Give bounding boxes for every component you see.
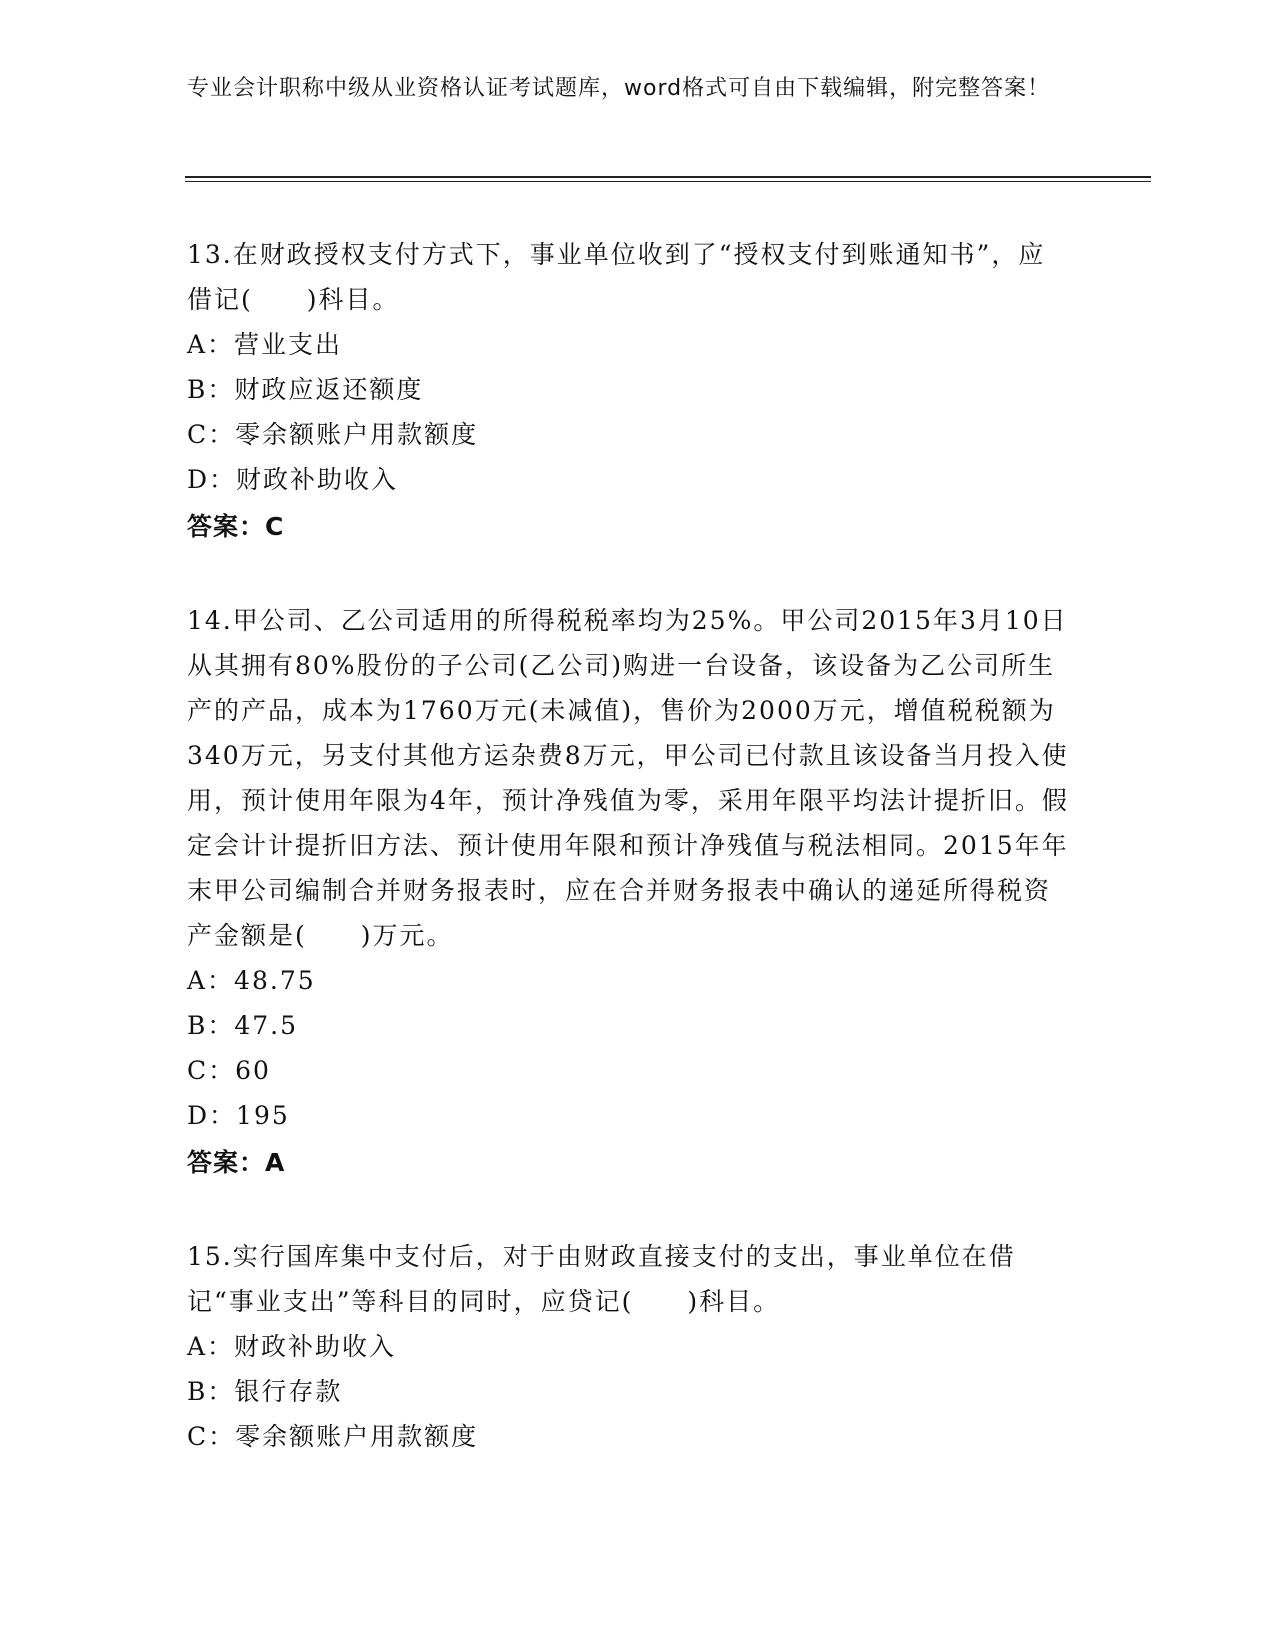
option-d: D：195 [187,1101,290,1130]
question-14 [187,598,1072,1185]
option-b: B：47.5 [187,1011,299,1040]
option-a: A：营业支出 [187,330,343,359]
header-divider-thick [185,176,1151,178]
option-a: A：财政补助收入 [187,1332,397,1361]
header-divider-thin [185,181,1151,182]
question-stem: 14.甲公司、乙公司适用的所得税税率均为25%。甲公司2015年3月10日从其拥有80%股份的子公司(乙公司)购进一台设备，该设备为乙公司所生产的产品，成本为1760万元(未减值)，售价为2000万元，增值税税额为340万元，另支付其他方运杂费8万元，甲公司已付款且该设备当月投入使用，预计使用年限为4年，预计净残值为零，采用年限平均法计提折旧。假定会计计提折旧方法、预计使用年限和预计净残值与税法相同。2015年年末甲公司编制合并财务报表时，应在合并财务报表中确认的递延所得税资产金额是( )万元。 [187,606,1069,950]
question-stem: 15.实行国库集中支付后，对于由财政直接支付的支出，事业单位在借记“事业支出”等科目的同时，应贷记( )科目。 [187,1242,1016,1316]
answer-line: 答案：A [187,1148,286,1177]
option-b: B：银行存款 [187,1377,343,1406]
option-c: C：零余额账户用款额度 [187,1422,479,1451]
question-15 [187,1234,1072,1459]
option-b: B：财政应返还额度 [187,375,424,404]
question-13 [187,232,1072,549]
option-c: C：60 [187,1056,271,1085]
option-d: D：财政补助收入 [187,465,399,494]
answer-line: 答案：C [187,512,285,541]
question-stem: 13.在财政授权支付方式下，事业单位收到了“授权支付到账通知书”，应借记( )科目。 [187,240,1046,314]
option-a: A：48.75 [187,966,316,995]
option-c: C：零余额账户用款额度 [187,420,479,449]
header-text: 专业会计职称中级从业资格认证考试题库，word格式可自由下载编辑，附完整答案！ [187,76,1051,101]
